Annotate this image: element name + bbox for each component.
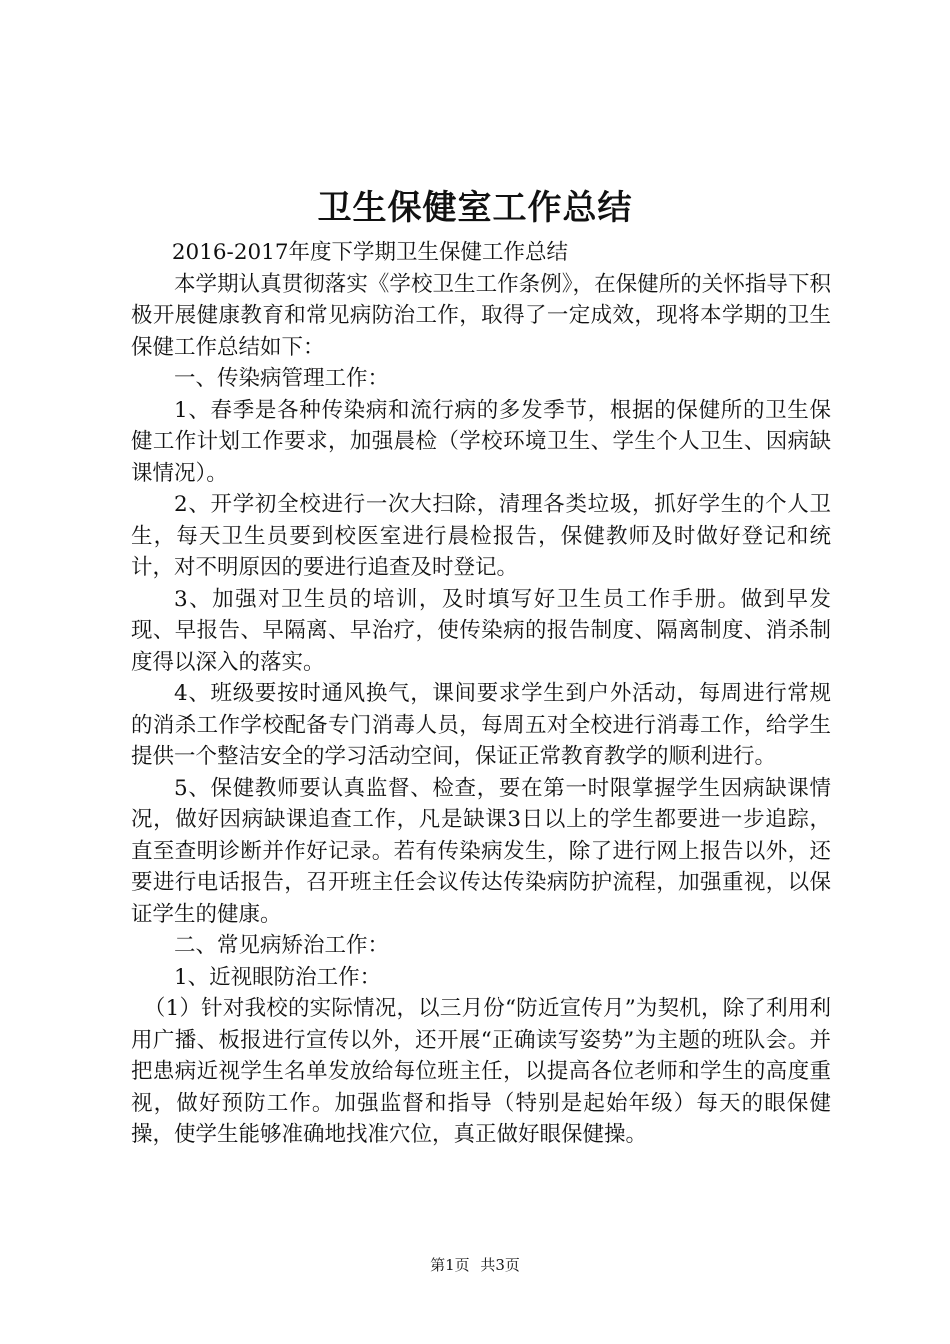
document-title: 卫生保健室工作总结 [317,188,633,228]
page-total: 共3页 [480,1256,520,1274]
section-heading-infectious: 一、传染病管理工作： [174,366,390,391]
paragraph-item-5: 5、保健教师要认真监督、检查，要在第一时限掌握学生因病缺课情况，做好因病缺课追查工作，凡是缺课3日以上的学生都要进一步追踪，直至查明诊断并作好记录。若有传染病发生，除了进行网上报告以外，还要进行电话报告，召开班主任会议传达传染病防护流程，加强重视，以保证学生的健康。 [131,775,831,927]
subsection-heading-myopia: 1、近视眼防治工作： [174,964,382,990]
paragraph-item-3: 3、加强对卫生员的培训，及时填写好卫生员工作手册。做到早发现、早报告、早隔离、早治疗，使传染病的报告制度、隔离制度、消杀制度得以深入的落实。 [131,586,831,675]
page-footer [0,1255,950,1275]
intro-paragraph: 本学期认真贯彻落实《学校卫生工作条例》，在保健所的关怀指导下积极开展健康教育和常见病防治工作，取得了一定成效，现将本学期的卫生保健工作总结如下： [131,271,831,360]
paragraph-myopia-1: （1）针对我校的实际情况，以三月份“防近宣传月”为契机，除了利用利用广播、板报进行宣传以外，还开展“正确读写姿势”为主题的班队会。并把患病近视学生名单发放给每位班主任，以提高各位老师和学生的高度重视，做好预防工作。加强监督和指导（特别是起始年级）每天的眼保健操，使学生能够准确地找准穴位，真正做好眼保健操。 [131,996,831,1147]
subtitle-paragraph: 2016-2017年度下学期卫生保健工作总结 [171,240,569,265]
document-body [131,237,831,1151]
paragraph-item-1: 1、春季是各种传染病和流行病的多发季节，根据的保健所的卫生保健工作计划工作要求，加强晨检（学校环境卫生、学生个人卫生、因病缺课情况）。 [131,397,831,486]
section-heading-common-disease: 二、常见病矫治工作： [174,933,390,958]
paragraph-item-4: 4、班级要按时通风换气，课间要求学生到户外活动，每周进行常规的消杀工作学校配备专门消毒人员，每周五对全校进行消毒工作，给学生提供一个整洁安全的学习活动空间，保证正常教育教学的顺利进行。 [131,681,831,769]
page-number: 第1页 [430,1256,470,1274]
paragraph-item-2: 2、开学初全校进行一次大扫除，清理各类垃圾，抓好学生的个人卫生，每天卫生员要到校医室进行晨检报告，保健教师及时做好登记和统计，对不明原因的要进行追查及时登记。 [131,492,831,580]
